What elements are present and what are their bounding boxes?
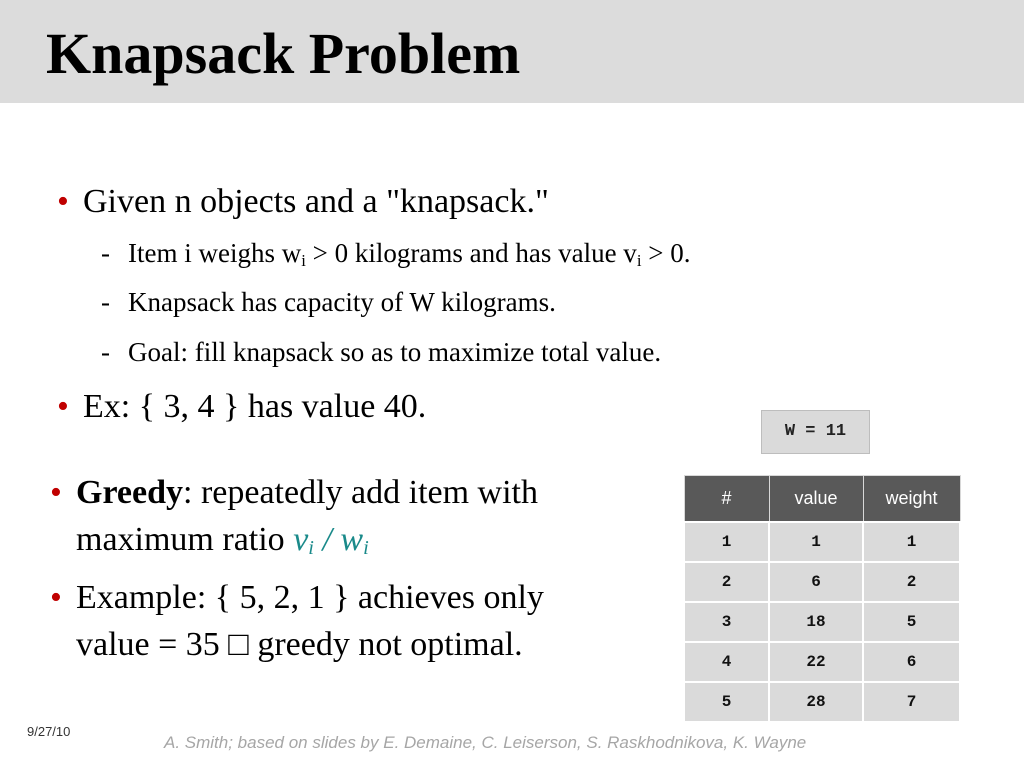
cell-index: 1 — [684, 522, 769, 562]
slide-date: 9/27/10 — [27, 724, 71, 739]
header-value: value — [769, 476, 863, 523]
header-weight: weight — [863, 476, 960, 523]
bullet-example-line2: value = 35 □ greedy not optimal. — [76, 626, 523, 663]
cell-index: 5 — [684, 682, 769, 722]
sub-dash: - — [101, 337, 110, 367]
bullet-dot: • — [57, 388, 69, 425]
cell-value: 1 — [769, 522, 863, 562]
bullet-given-text: Given n objects and a "knapsack." — [83, 183, 549, 220]
cell-weight: 2 — [863, 562, 960, 602]
slide-title: Knapsack Problem — [46, 21, 521, 86]
sub-goal-text: Goal: fill knapsack so as to maximize total value. — [128, 337, 662, 367]
sub-dash: - — [101, 287, 110, 317]
bullet-example-line1: Example: { 5, 2, 1 } achieves only — [76, 579, 544, 616]
cell-weight: 5 — [863, 602, 960, 642]
cell-value: 28 — [769, 682, 863, 722]
bullet-greedy-text: Greedy: repeatedly add item with — [76, 474, 539, 511]
table-row — [684, 602, 960, 642]
cell-index: 3 — [684, 602, 769, 642]
bullet-dot: • — [57, 183, 69, 220]
slide-footer: A. Smith; based on slides by E. Demaine, C. Leiserson, S. Raskhodnikova, K. Wayne — [164, 733, 807, 752]
bullet-dot: • — [50, 474, 62, 511]
cell-value: 22 — [769, 642, 863, 682]
cell-index: 4 — [684, 642, 769, 682]
table-header-row — [684, 476, 960, 523]
table-row — [684, 682, 960, 722]
ratio-formula: $v_i / w_i$ — [293, 521, 369, 559]
bullet-ex-text: Ex: { 3, 4 } has value 40. — [83, 388, 427, 425]
cell-weight: 7 — [863, 682, 960, 722]
bullet-greedy-line2-text: maximum ratio $v_i / w_i$ — [76, 521, 369, 559]
table-row — [684, 642, 960, 682]
cell-value: 18 — [769, 602, 863, 642]
cell-weight: 1 — [863, 522, 960, 562]
sub-capacity-text: Knapsack has capacity of W kilograms. — [128, 287, 556, 317]
table-row — [684, 562, 960, 602]
capacity-box: W = 11 — [761, 410, 870, 454]
sub-item-weight-text: Item i weighs $w_i > 0$ kilograms and has value $v_i > 0$. — [128, 238, 691, 270]
items-table — [683, 475, 961, 723]
header-index: # — [684, 476, 769, 523]
cell-value: 6 — [769, 562, 863, 602]
cell-weight: 6 — [863, 642, 960, 682]
table-row — [684, 522, 960, 562]
sub-dash: - — [101, 238, 110, 268]
bullet-dot: • — [50, 579, 62, 616]
cell-index: 2 — [684, 562, 769, 602]
